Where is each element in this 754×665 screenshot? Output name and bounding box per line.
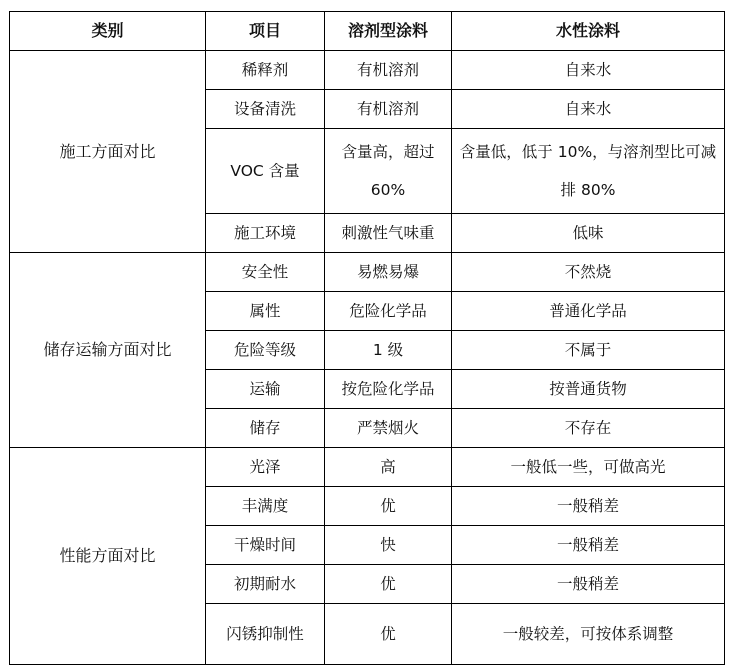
item-cell: 干燥时间	[206, 526, 325, 565]
category-cell-storage-transport: 储存运输方面对比	[10, 253, 206, 448]
solvent-cell: 优	[325, 565, 452, 604]
item-cell: 安全性	[206, 253, 325, 292]
table-row	[10, 51, 725, 90]
table-header	[10, 12, 725, 51]
solvent-cell: 快	[325, 526, 452, 565]
solvent-cell: 危险化学品	[325, 292, 452, 331]
solvent-cell: 易燃易爆	[325, 253, 452, 292]
solvent-cell: 高	[325, 448, 452, 487]
solvent-cell: 按危险化学品	[325, 370, 452, 409]
category-cell-performance: 性能方面对比	[10, 448, 206, 665]
item-cell: 设备清洗	[206, 90, 325, 129]
item-cell: VOC 含量	[206, 129, 325, 214]
item-cell: 初期耐水	[206, 565, 325, 604]
item-cell: 光泽	[206, 448, 325, 487]
header-row	[10, 12, 725, 51]
solvent-cell: 有机溶剂	[325, 51, 452, 90]
item-cell: 储存	[206, 409, 325, 448]
water-cell: 一般较差，可按体系调整	[452, 604, 725, 665]
category-cell-construction: 施工方面对比	[10, 51, 206, 253]
solvent-cell: 有机溶剂	[325, 90, 452, 129]
item-cell: 稀释剂	[206, 51, 325, 90]
header-item: 项目	[206, 12, 325, 51]
water-cell: 含量低，低于 10%，与溶剂型比可减排 80%	[452, 129, 725, 214]
water-cell: 普通化学品	[452, 292, 725, 331]
header-solvent-coating: 溶剂型涂料	[325, 12, 452, 51]
water-cell: 不存在	[452, 409, 725, 448]
item-cell: 丰满度	[206, 487, 325, 526]
water-cell: 不然烧	[452, 253, 725, 292]
item-cell: 运输	[206, 370, 325, 409]
item-cell: 施工环境	[206, 214, 325, 253]
item-cell: 危险等级	[206, 331, 325, 370]
water-cell: 一般低一些，可做高光	[452, 448, 725, 487]
table-body	[10, 51, 725, 665]
solvent-cell: 优	[325, 604, 452, 665]
water-cell: 按普通货物	[452, 370, 725, 409]
water-cell: 一般稍差	[452, 565, 725, 604]
item-cell: 闪锈抑制性	[206, 604, 325, 665]
table-row	[10, 253, 725, 292]
water-cell: 自来水	[452, 51, 725, 90]
water-cell: 自来水	[452, 90, 725, 129]
water-cell: 一般稍差	[452, 526, 725, 565]
header-category: 类别	[10, 12, 206, 51]
water-cell: 一般稍差	[452, 487, 725, 526]
solvent-cell: 刺激性气味重	[325, 214, 452, 253]
water-cell: 不属于	[452, 331, 725, 370]
table-row	[10, 448, 725, 487]
solvent-cell: 1 级	[325, 331, 452, 370]
solvent-cell: 优	[325, 487, 452, 526]
item-cell: 属性	[206, 292, 325, 331]
header-water-coating: 水性涂料	[452, 12, 725, 51]
solvent-cell: 含量高，超过 60%	[325, 129, 452, 214]
solvent-cell: 严禁烟火	[325, 409, 452, 448]
comparison-table	[9, 11, 725, 665]
water-cell: 低味	[452, 214, 725, 253]
